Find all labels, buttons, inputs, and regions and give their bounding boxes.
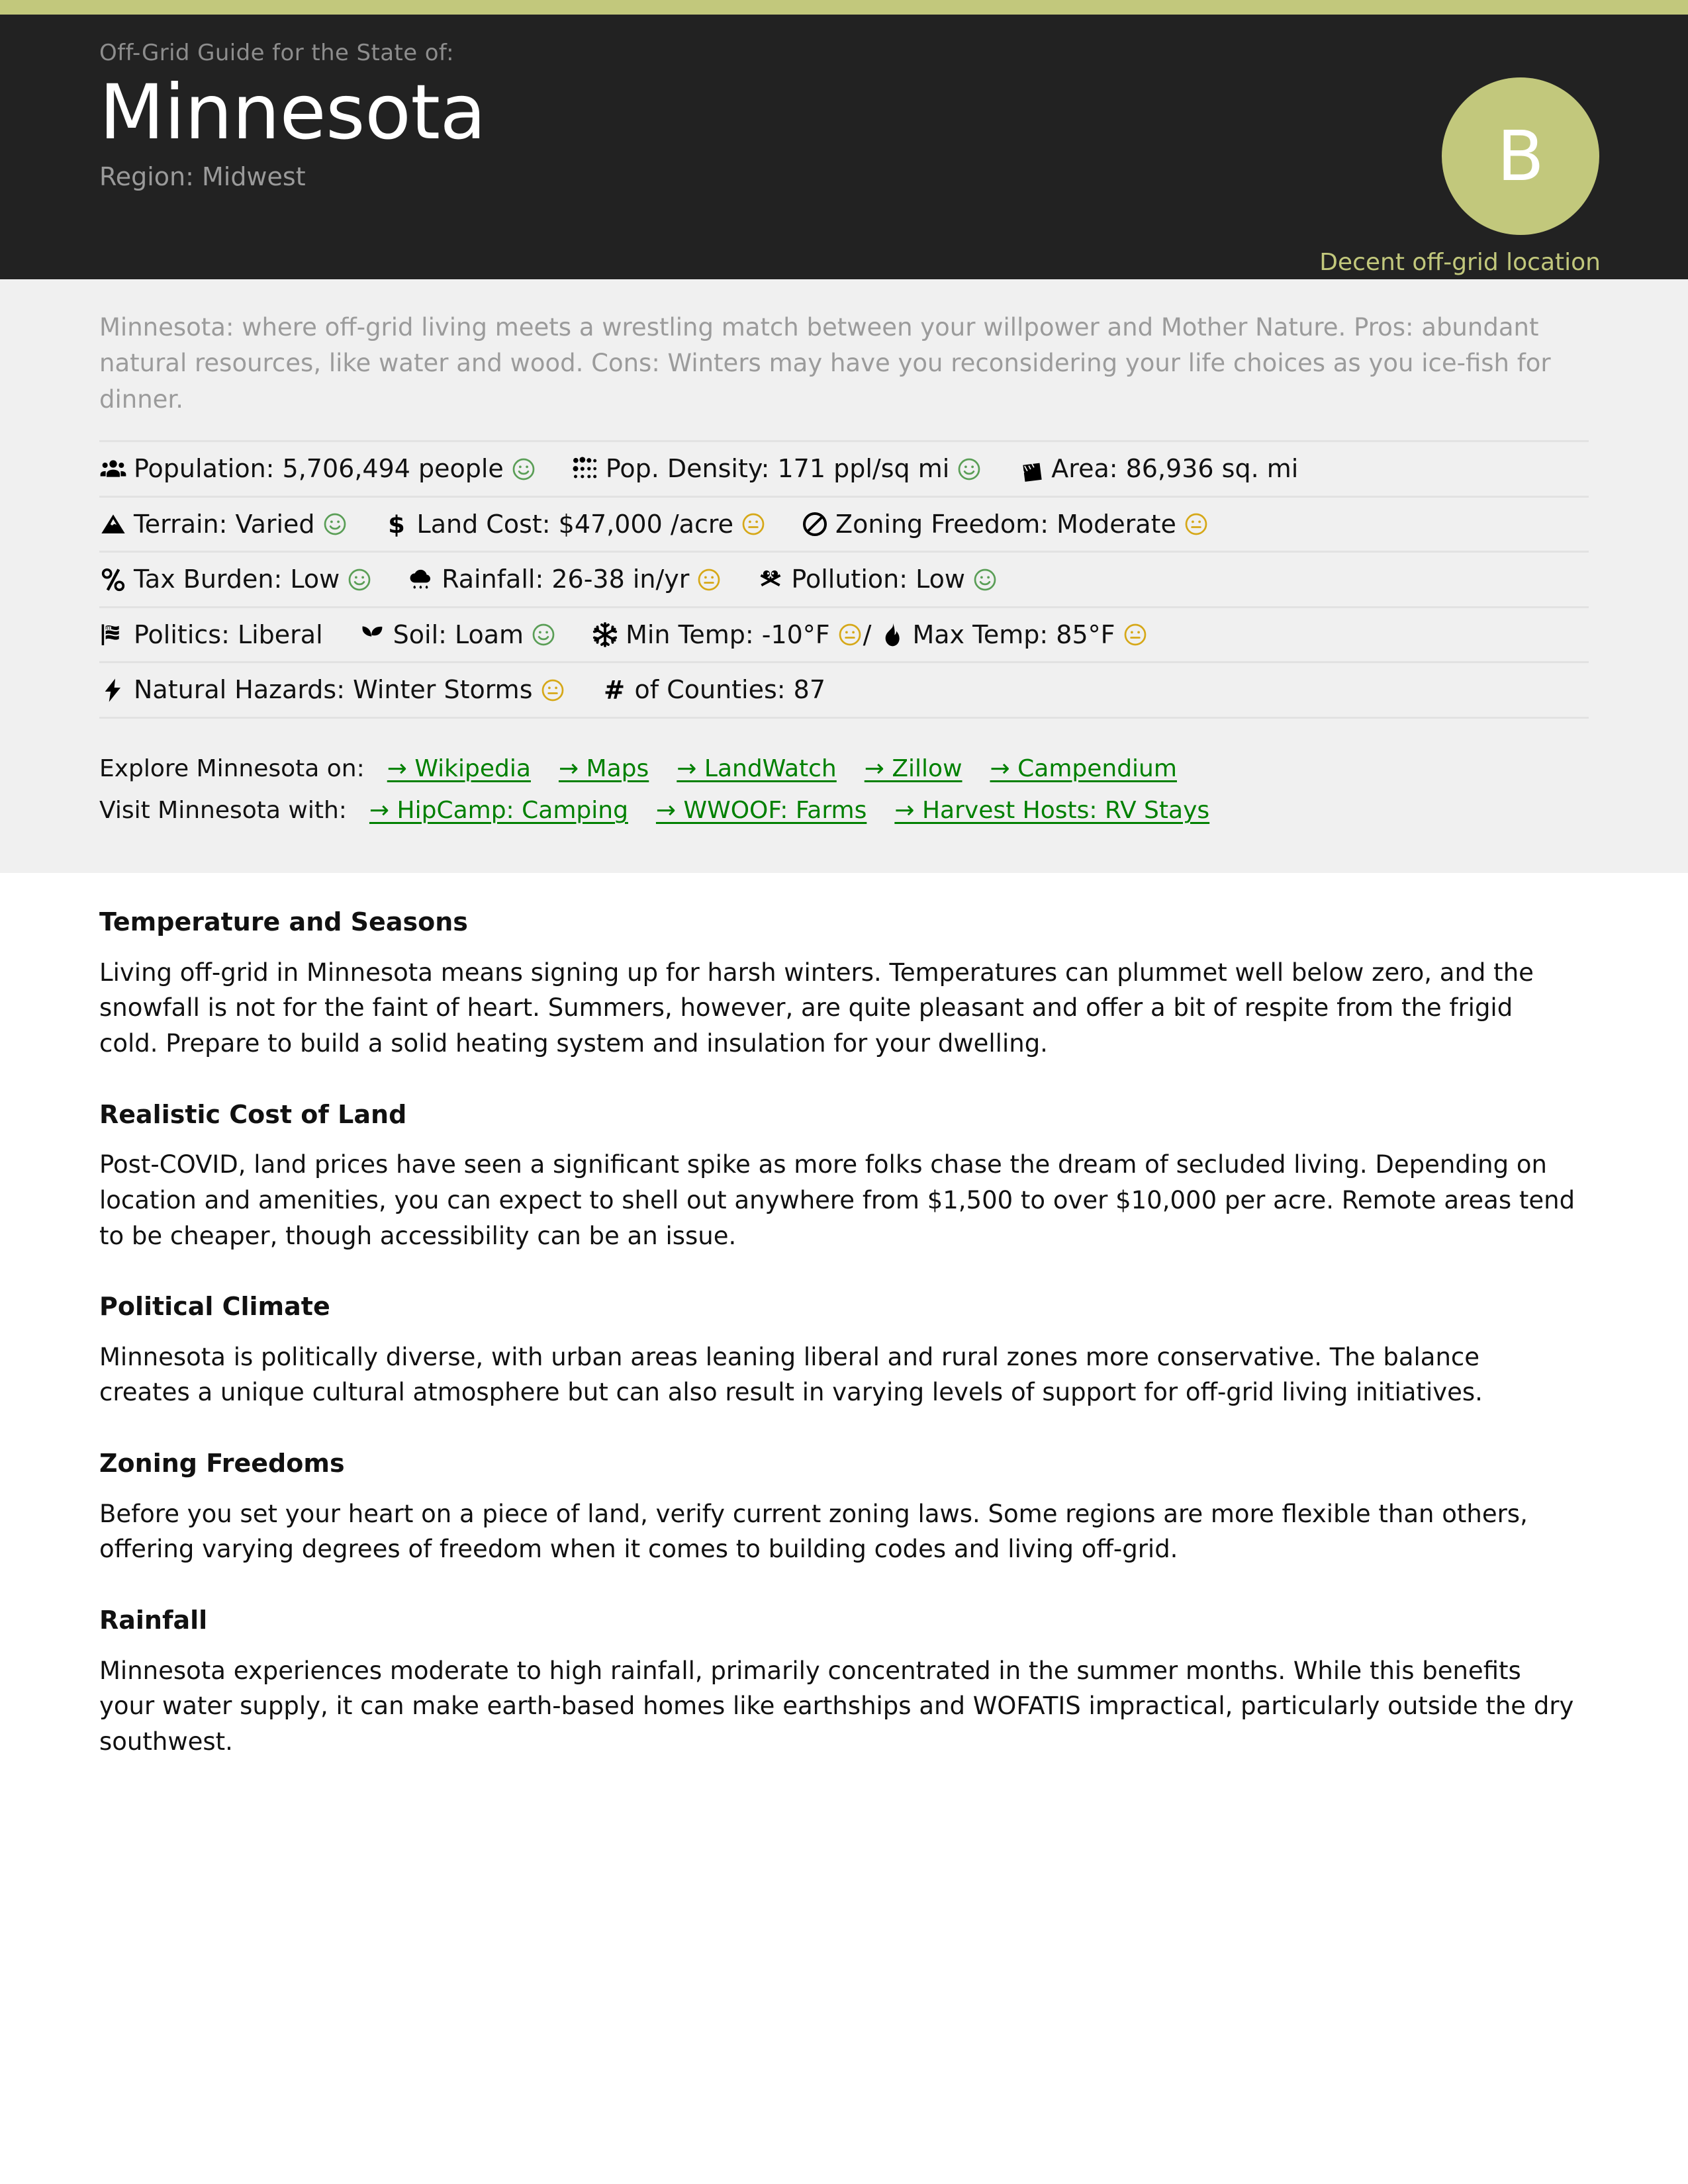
explore-link[interactable]: → LandWatch: [677, 754, 837, 782]
smiley-happy-icon: [323, 512, 347, 536]
smiley-neutral-icon: [697, 568, 721, 592]
stat-item: [383, 509, 765, 541]
smiley-happy-icon: [973, 568, 997, 592]
stats-table: [99, 440, 1589, 719]
section-paragraph: Living off-grid in Minnesota means signing up for harsh winters. Temperatures can plummet well below zero, and the snowfall is not for the faint of heart. Summers, however, are quite pleasant and offer a bit of respite from the frigid cold. Prepare to build a solid heating system and insulation for your dwelling.: [99, 958, 1534, 1058]
top-accent-bar: [0, 0, 1688, 15]
stat-label: of Counties: 87: [634, 675, 826, 705]
visit-link[interactable]: → WWOOF: Farms: [655, 797, 867, 825]
section-heading: Rainfall: [99, 1606, 208, 1635]
visit-links-row: [99, 792, 1589, 829]
stat-item: [99, 619, 323, 651]
smiley-happy-icon: [532, 623, 555, 647]
grade-badge: [1319, 77, 1601, 276]
skull-icon: [757, 566, 784, 594]
stat-label: Politics: Liberal: [134, 619, 323, 649]
header-region: Region: Midwest: [99, 162, 306, 192]
stat-label: Terrain: Varied: [134, 509, 315, 539]
page-title: Minnesota: [99, 68, 486, 157]
smiley-neutral-icon: [838, 623, 862, 647]
stat-label: Zoning Freedom: Moderate: [835, 509, 1176, 539]
explore-link[interactable]: → Campendium: [990, 754, 1177, 782]
stat-separator: /: [863, 619, 872, 649]
section-paragraph: Post-COVID, land prices have seen a significant spike as more folks chase the dream of secluded living. Depending on location and amenities, you can expect to shell out anywhere from $1,500 to over $10,000 per acre. Remote areas tend to be cheaper, though accessibility can be an issue.: [99, 1150, 1575, 1250]
rain-cloud-icon: [407, 566, 435, 594]
dollar-icon: [383, 510, 410, 538]
svg-text:#: #: [603, 676, 625, 704]
smiley-happy-icon: [348, 568, 371, 592]
flag-icon: [99, 621, 127, 649]
explore-links-row: [99, 751, 1589, 788]
section-heading: Realistic Cost of Land: [99, 1099, 407, 1129]
stat-label: Rainfall: 26-38 in/yr: [442, 565, 690, 594]
smiley-happy-icon: [957, 457, 981, 481]
intro-paragraph: Minnesota: where off-grid living meets a wrestling match between your willpower and Mother Nature. Pros: abundant natural resources, like water and wood. Cons: Winters may have you reconsidering your life choices as you ice-fish for dinner.: [99, 313, 1551, 414]
sprout-icon: [359, 621, 387, 649]
users-icon: [99, 455, 127, 483]
stat-item: [359, 619, 555, 651]
stat-row: [99, 606, 1589, 662]
explore-link[interactable]: → Wikipedia: [387, 754, 531, 782]
header-kicker: Off-Grid Guide for the State of:: [99, 40, 454, 66]
stat-row: [99, 551, 1589, 606]
stat-label: Max Temp: 85°F: [912, 619, 1115, 649]
smiley-happy-icon: [512, 457, 536, 481]
bolt-icon: [99, 676, 127, 704]
stat-row: [99, 661, 1589, 719]
section-paragraph: Minnesota is politically diverse, with urban areas leaning liberal and rural zones more conservative. The balance creates a unique cultural atmosphere but can also result in varying levels of support for off-grid living initiatives.: [99, 1342, 1483, 1407]
stat-item: [99, 674, 565, 706]
snowflake-icon: [591, 621, 619, 649]
grade-circle: [1442, 77, 1599, 235]
stat-item: [600, 674, 826, 706]
stat-item: [99, 453, 536, 485]
grade-letter: B: [1497, 116, 1544, 197]
stat-label: Pollution: Low: [791, 565, 965, 594]
stat-label: Soil: Loam: [393, 619, 524, 649]
mountain-icon: [99, 510, 127, 538]
smiley-neutral-icon: [741, 512, 765, 536]
stat-item: [1017, 453, 1298, 485]
section-heading: Political Climate: [99, 1292, 330, 1322]
section-heading: Temperature and Seasons: [99, 907, 468, 937]
dot-grid-icon: [571, 455, 599, 483]
stat-label: Area: 86,936 sq. mi: [1051, 454, 1299, 484]
summary-panel: [0, 279, 1688, 873]
visit-link[interactable]: → Harvest Hosts: RV Stays: [894, 797, 1210, 825]
links-section: [99, 751, 1589, 830]
grade-caption: Decent off-grid location: [1319, 249, 1601, 276]
ruler-icon: [1017, 455, 1045, 483]
section-heading: Zoning Freedoms: [99, 1449, 345, 1479]
explore-link[interactable]: → Zillow: [864, 754, 962, 782]
stat-item: [571, 453, 981, 485]
stat-label: Min Temp: -10°F: [626, 619, 830, 649]
hash-icon: [600, 676, 628, 704]
section-paragraph: Before you set your heart on a piece of land, verify current zoning laws. Some regions are more flexible than others, offering varying degrees of freedom when it comes to building codes and living off-grid.: [99, 1499, 1528, 1564]
stat-item: [99, 509, 347, 541]
stat-label: Land Cost: $47,000 /acre: [416, 509, 734, 539]
stat-item: [801, 509, 1208, 541]
smiley-neutral-icon: [1184, 512, 1208, 536]
svg-text:$: $: [387, 511, 405, 538]
stat-label: Pop. Density: 171 ppl/sq mi: [605, 454, 950, 484]
stat-item: [591, 619, 862, 651]
stat-item: [407, 564, 721, 596]
section-paragraph: Minnesota experiences moderate to high rainfall, primarily concentrated in the summer months. While this benefits your water supply, it can make earth-based homes like earthships and WOFATIS impractical, particularly outside the dry southwest.: [99, 1656, 1574, 1756]
stat-label: Population: 5,706,494 people: [134, 454, 504, 484]
smiley-neutral-icon: [541, 678, 565, 702]
explore-links-label: Explore Minnesota on:: [99, 754, 365, 782]
visit-links-label: Visit Minnesota with:: [99, 797, 347, 825]
percent-icon: [99, 566, 127, 594]
stat-item: [99, 564, 371, 596]
no-entry-icon: [801, 510, 829, 538]
smiley-neutral-icon: [1123, 623, 1147, 647]
stat-item: [757, 564, 997, 596]
flame-icon: [878, 621, 906, 649]
page-header: [0, 15, 1688, 279]
stat-label: Natural Hazards: Winter Storms: [134, 675, 533, 705]
visit-link[interactable]: → HipCamp: Camping: [369, 797, 628, 825]
explore-link[interactable]: → Maps: [558, 754, 649, 782]
stat-row: [99, 440, 1589, 496]
stat-item: [878, 619, 1147, 651]
stat-label: Tax Burden: Low: [134, 565, 340, 594]
stat-row: [99, 496, 1589, 551]
article-body: [0, 873, 1688, 1759]
